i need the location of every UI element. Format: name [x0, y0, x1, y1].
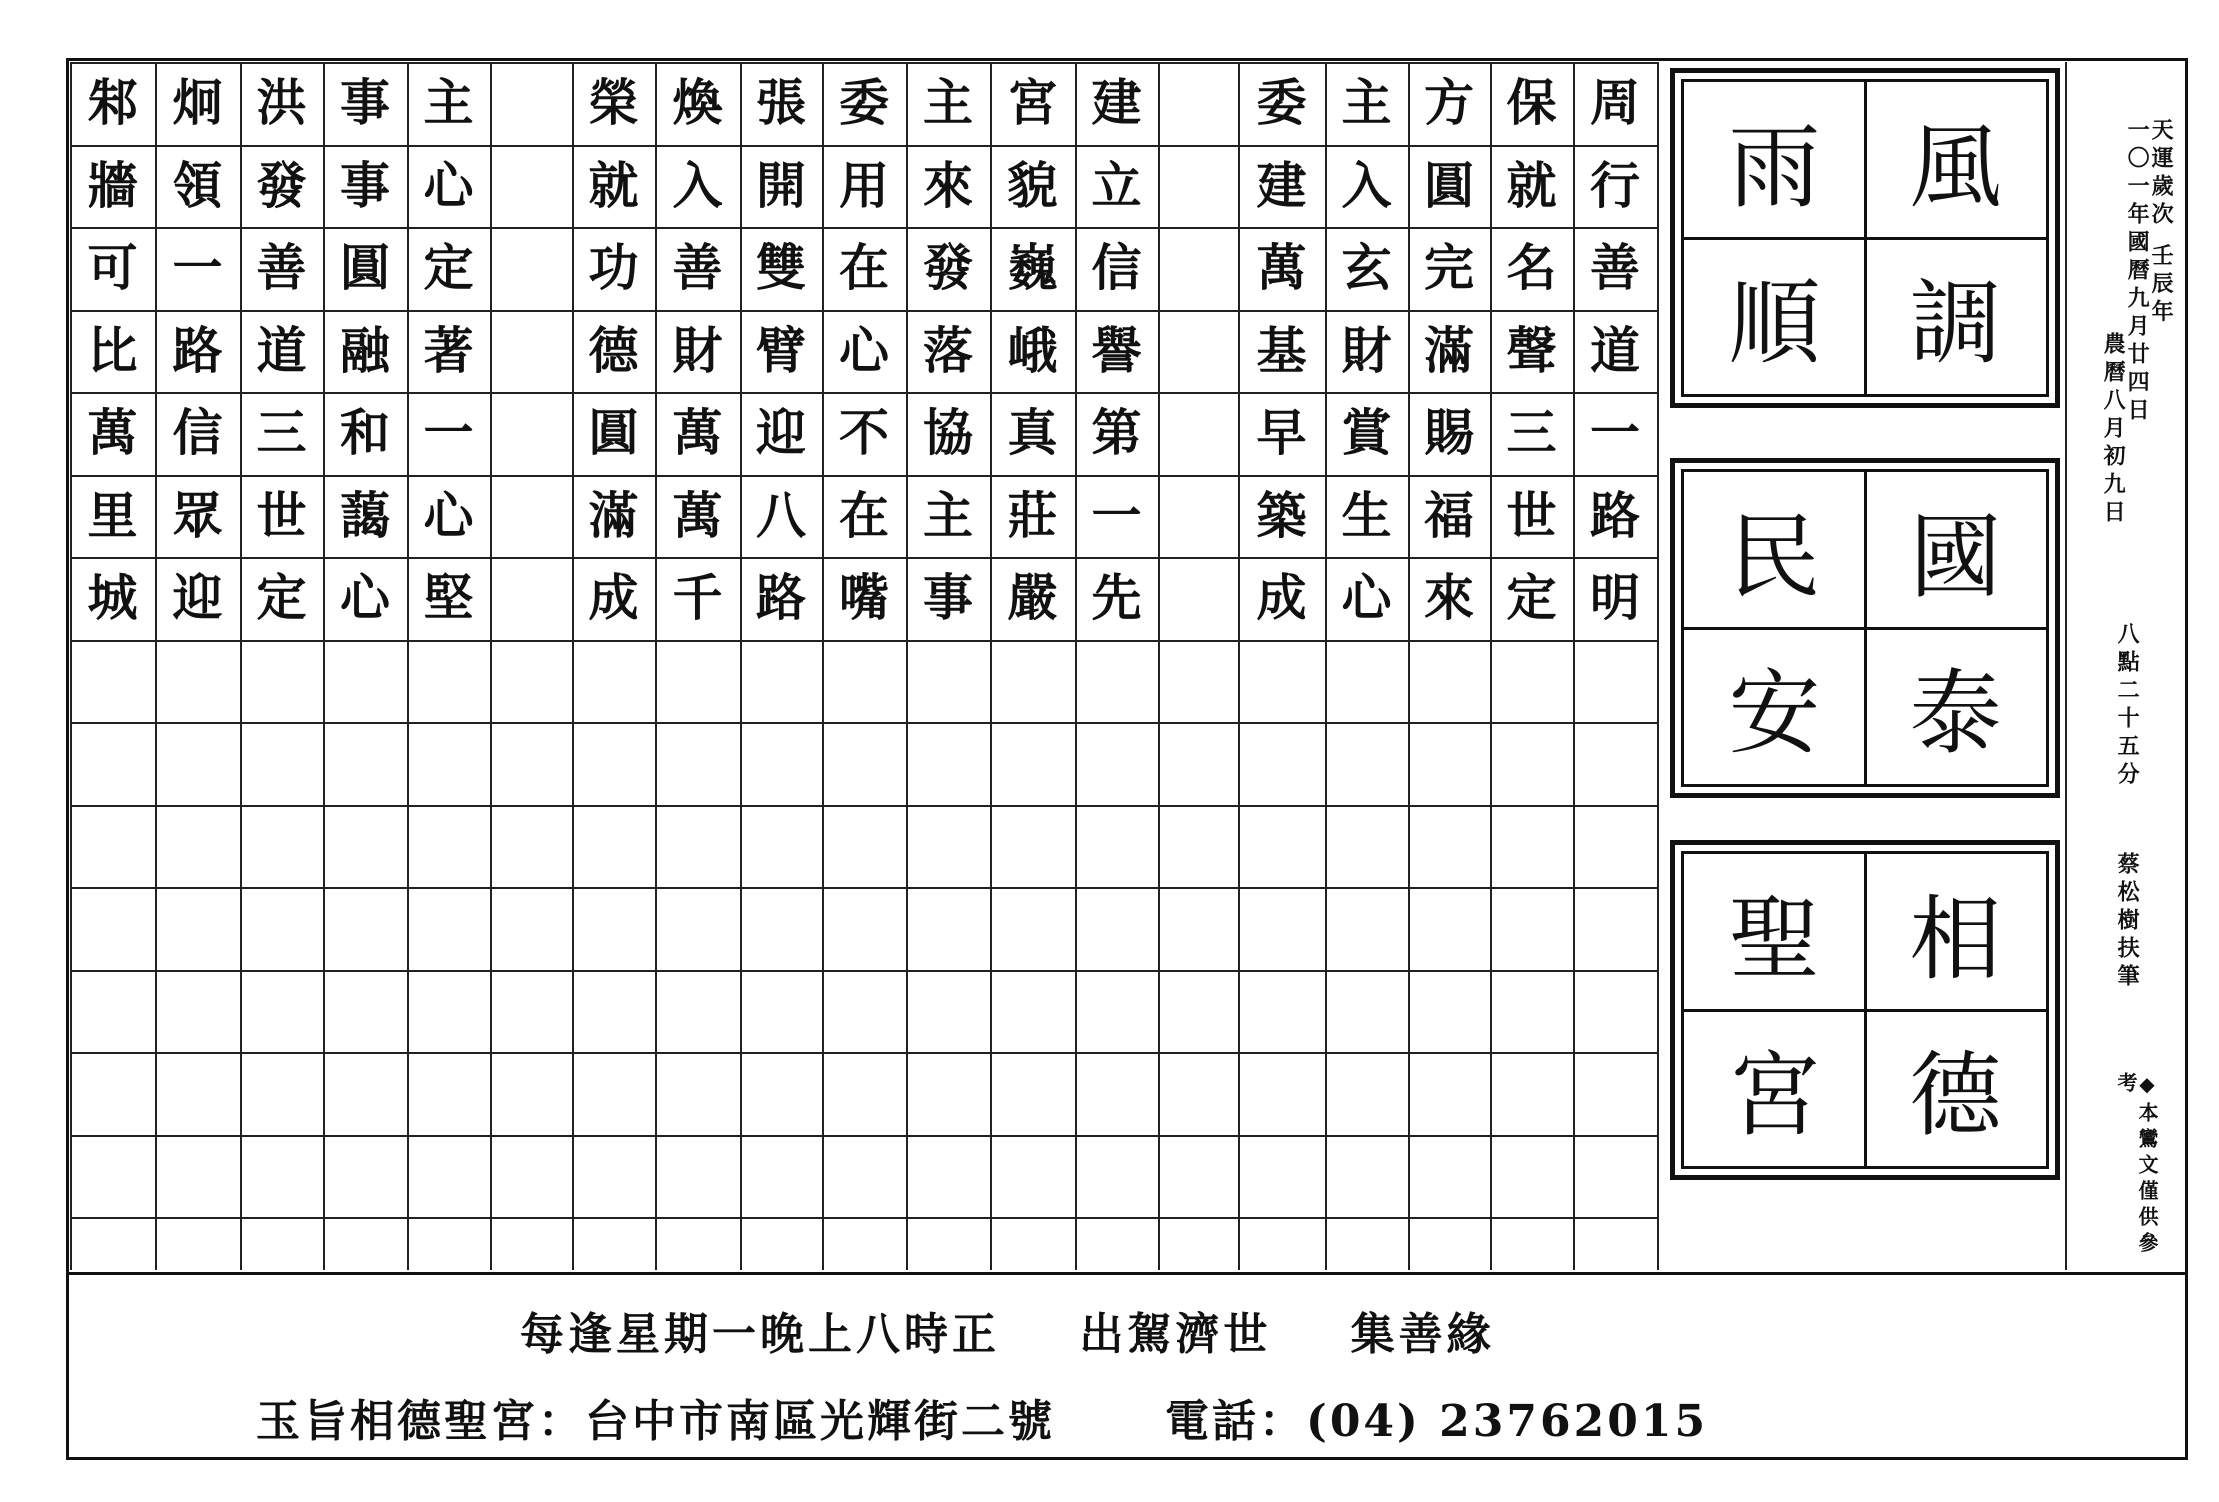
- plaque-guo-tai-min-an: [1670, 458, 2060, 798]
- grid-char: 主: [423, 73, 474, 132]
- grid-char: 生: [1341, 486, 1392, 545]
- grid-char: 委: [1256, 73, 1307, 132]
- grid-char: 榮: [588, 73, 639, 132]
- grid-char: 圓: [588, 403, 639, 462]
- plaque-inner-border: [1681, 79, 2049, 397]
- grid-char: 不: [839, 403, 889, 462]
- grid-char: 三: [256, 403, 307, 462]
- grid-char: 入: [672, 156, 723, 215]
- mission-text: 出駕濟世: [1079, 1309, 1272, 1360]
- grid-char: 峨: [1007, 321, 1058, 380]
- grid-char: 道: [256, 321, 307, 380]
- grid-char: 基: [1256, 321, 1307, 380]
- grid-char: 在: [839, 486, 889, 545]
- grid-char: 完: [1424, 238, 1474, 297]
- grid-char: 心: [839, 321, 889, 380]
- grid-char: 事: [923, 568, 973, 627]
- plaque-xiang-de-sheng-gong: [1670, 840, 2060, 1180]
- grid-char: 善: [256, 238, 307, 297]
- grid-char: 眾: [172, 486, 223, 545]
- grid-char: 財: [672, 321, 723, 380]
- grid-char: 委: [839, 73, 889, 132]
- grid-char: 功: [588, 238, 639, 297]
- grid-char: 比: [87, 321, 138, 380]
- grid-char: 萬: [672, 486, 723, 545]
- plaque-char: 宮: [1728, 1042, 1821, 1149]
- grid-hline: [70, 722, 1657, 724]
- grid-char: 先: [1091, 568, 1142, 627]
- address-line: [256, 1385, 1708, 1449]
- grid-char: 協: [923, 403, 973, 462]
- grid-char: 建: [1091, 73, 1142, 132]
- grid-char: 迎: [172, 568, 223, 627]
- grid-char: 主: [1341, 73, 1392, 132]
- grid-char: 嚴: [1007, 568, 1058, 627]
- grid-char: 築: [1256, 486, 1307, 545]
- grid-char: 滿: [588, 486, 639, 545]
- grid-char: 領: [172, 156, 223, 215]
- grid-char: 迎: [756, 403, 806, 462]
- grid-char: 圓: [340, 238, 390, 297]
- date-column: [2065, 62, 2187, 1270]
- scribe-name: 蔡松樹扶筆: [2114, 852, 2141, 992]
- grid-char: 譽: [1091, 321, 1142, 380]
- grid-char: 世: [1506, 486, 1557, 545]
- grid-char: 滿: [1424, 321, 1474, 380]
- grid-char: 明: [1590, 568, 1640, 627]
- grid-hline: [70, 805, 1657, 807]
- grid-char: 用: [839, 156, 889, 215]
- grid-vline: [1657, 62, 1659, 1270]
- grid-char: 牆: [87, 156, 138, 215]
- grid-char: 莊: [1007, 486, 1058, 545]
- plaque-feng-tiao-yu-shun: [1670, 68, 2060, 408]
- grid-char: 信: [1091, 238, 1142, 297]
- grid-hline: [70, 970, 1657, 972]
- grid-char: 心: [423, 156, 474, 215]
- writing-grid: [70, 62, 1657, 1270]
- grid-char: 財: [1341, 321, 1392, 380]
- grid-char: 發: [256, 156, 307, 215]
- grid-char: 事: [340, 73, 390, 132]
- plaque-char: 調: [1909, 270, 2002, 377]
- date-line-c: 農曆八月初九日: [2100, 332, 2127, 528]
- grid-char: 和: [340, 403, 390, 462]
- grid-char: 玄: [1341, 238, 1392, 297]
- grid-hline: [70, 887, 1657, 889]
- plaques-area: [1660, 62, 2060, 1270]
- grid-char: 圓: [1424, 156, 1474, 215]
- schedule-line: [520, 1298, 1555, 1362]
- grid-char: 方: [1424, 73, 1474, 132]
- grid-char: 德: [588, 321, 639, 380]
- date-line-b: 一〇一年國曆九月廿四日: [2124, 118, 2151, 426]
- grid-char: 可: [87, 238, 138, 297]
- grid-hline: [70, 1217, 1657, 1219]
- grid-char: 洪: [256, 73, 307, 132]
- grid-char: 三: [1506, 403, 1557, 462]
- grid-char: 宮: [1007, 73, 1058, 132]
- grid-char: 炯: [172, 73, 223, 132]
- grid-char: 來: [1424, 568, 1474, 627]
- reference-note: ◆本鸞文僅供參考: [2114, 1072, 2159, 1258]
- grid-char: 路: [1590, 486, 1640, 545]
- grid-char: 張: [756, 73, 806, 132]
- grid-char: 主: [923, 73, 973, 132]
- plaque-char: 雨: [1728, 114, 1821, 221]
- grid-char: 定: [256, 568, 307, 627]
- grid-char: 心: [1341, 568, 1392, 627]
- grid-char: 名: [1506, 238, 1557, 297]
- grid-char: 定: [1506, 568, 1557, 627]
- grid-char: 善: [672, 238, 723, 297]
- plaque-char: 德: [1909, 1042, 2002, 1149]
- grid-char: 周: [1590, 73, 1640, 132]
- grid-char: 煥: [672, 73, 723, 132]
- grid-char: 開: [756, 156, 806, 215]
- grid-char: 心: [340, 568, 390, 627]
- grid-char: 發: [923, 238, 973, 297]
- plaque-char: 風: [1909, 114, 2002, 221]
- grid-char: 成: [588, 568, 639, 627]
- grid-char: 一: [1091, 486, 1142, 545]
- grid-char: 主: [923, 486, 973, 545]
- grid-char: 建: [1256, 156, 1307, 215]
- temple-address: 玉旨相德聖宮：台中市南區光輝街二號: [256, 1396, 1055, 1447]
- grid-char: 信: [172, 403, 223, 462]
- grid-char: 臂: [756, 321, 806, 380]
- grid-char: 城: [87, 568, 138, 627]
- grid-char: 成: [1256, 568, 1307, 627]
- grid-char: 入: [1341, 156, 1392, 215]
- grid-char: 里: [87, 486, 138, 545]
- plaque-char: 相: [1909, 886, 2002, 993]
- grid-char: 堅: [423, 568, 474, 627]
- grid-char: 保: [1506, 73, 1557, 132]
- grid-char: 就: [588, 156, 639, 215]
- grid-vline: [1158, 62, 1160, 1270]
- grid-char: 藹: [340, 486, 390, 545]
- grid-char: 一: [1590, 403, 1640, 462]
- plaque-inner-border: [1681, 469, 2049, 787]
- grid-char: 早: [1256, 403, 1307, 462]
- grid-char: 雙: [756, 238, 806, 297]
- grid-hline: [70, 1135, 1657, 1137]
- grid-char: 融: [340, 321, 390, 380]
- grid-char: 立: [1091, 156, 1142, 215]
- date-line-a: 天運歲次 壬辰年: [2148, 118, 2175, 328]
- grid-char: 萬: [672, 403, 723, 462]
- assembly-text: 集善緣: [1350, 1309, 1495, 1360]
- plaque-char: 國: [1909, 504, 2002, 611]
- plaque-inner-border: [1681, 851, 2049, 1169]
- schedule-text: 每逢星期一晚上八時正: [520, 1309, 1000, 1360]
- grid-char: 一: [423, 403, 474, 462]
- grid-char: 第: [1091, 403, 1142, 462]
- grid-char: 福: [1424, 486, 1474, 545]
- plaque-char: 民: [1728, 504, 1821, 611]
- grid-char: 道: [1590, 321, 1640, 380]
- grid-char: 真: [1007, 403, 1058, 462]
- plaque-char: 聖: [1728, 886, 1821, 993]
- grid-char: 貌: [1007, 156, 1058, 215]
- grid-char: 行: [1590, 156, 1640, 215]
- grid-char: 賞: [1341, 403, 1392, 462]
- grid-char: 一: [172, 238, 223, 297]
- grid-char: 路: [756, 568, 806, 627]
- grid-char: 就: [1506, 156, 1557, 215]
- grid-char: 定: [423, 238, 474, 297]
- grid-char: 八: [756, 486, 806, 545]
- date-line-d: 八點二十五分: [2114, 622, 2141, 790]
- grid-char: 邾: [87, 73, 138, 132]
- grid-char: 萬: [87, 403, 138, 462]
- grid-char: 嘴: [839, 568, 889, 627]
- plaque-char: 順: [1728, 270, 1821, 377]
- phone-number: 電話：(04) 23762015: [1165, 1396, 1709, 1447]
- grid-char: 落: [923, 321, 973, 380]
- grid-char: 萬: [1256, 238, 1307, 297]
- footer-divider: [66, 1272, 2188, 1275]
- plaque-char: 泰: [1909, 660, 2002, 767]
- grid-char: 聲: [1506, 321, 1557, 380]
- grid-char: 事: [340, 156, 390, 215]
- grid-char: 路: [172, 321, 223, 380]
- grid-hline: [70, 1052, 1657, 1054]
- grid-char: 在: [839, 238, 889, 297]
- grid-hline: [70, 640, 1657, 642]
- grid-char: 心: [423, 486, 474, 545]
- grid-char: 著: [423, 321, 474, 380]
- grid-char: 來: [923, 156, 973, 215]
- grid-char: 千: [672, 568, 723, 627]
- grid-vline: [490, 62, 492, 1270]
- grid-char: 賜: [1424, 403, 1474, 462]
- grid-char: 善: [1590, 238, 1640, 297]
- grid-char: 世: [256, 486, 307, 545]
- grid-char: 巍: [1007, 238, 1058, 297]
- plaque-char: 安: [1728, 660, 1821, 767]
